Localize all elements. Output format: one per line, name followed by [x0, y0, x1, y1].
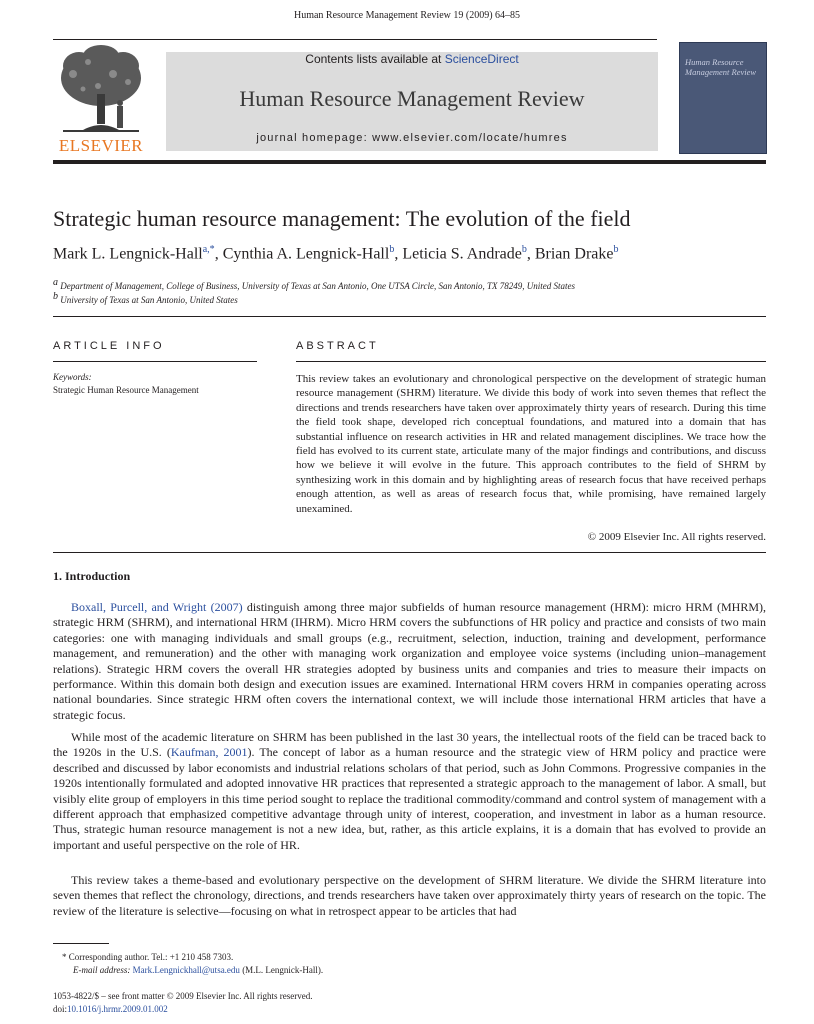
- affiliation: [53, 277, 575, 291]
- section-rule: [53, 552, 766, 553]
- masthead-rule: [53, 160, 766, 164]
- doi-line: [53, 1004, 168, 1014]
- journal-banner: [166, 52, 658, 151]
- body-paragraph: [53, 600, 766, 723]
- citation-link[interactable]: Kaufman, 2001: [170, 745, 248, 760]
- footnote-rule: [53, 943, 109, 944]
- author-name: Cynthia A. Lengnick-Hall: [222, 245, 390, 263]
- keyword: Strategic Human Resource Management: [53, 385, 199, 395]
- section-rule: [53, 316, 766, 317]
- author-separator: ,: [394, 245, 403, 263]
- article-info-rule: [53, 361, 257, 362]
- citation-link[interactable]: Boxall, Purcell, and Wright (2007): [71, 600, 243, 614]
- paragraph-text: ). The concept of labor as a human resource and the strategic view of HRM policy and practice were described and discussed by labor economists and industrial relations scholars of that period, such as John Commons. Progressive companies in the 1920s intentionally formulated and adopted innovative HR practices that represented a strategic approach to the management of labor. A small, but visibly elite group of employers in this time period sought to replace the traditional commodity/command and control system of management with a different approach that emphasized competitive advantage through unity of interest, cooperation, and investment in labor as a human resource. Thus, strategic human resource management is not a new idea, but, rather, as this article explains, it is a domain that has evolved to provide an important and useful perspective on the role of HR.: [53, 745, 766, 852]
- affiliation-mark: b: [53, 291, 58, 302]
- affiliation-text: University of Texas at San Antonio, United States: [60, 295, 238, 305]
- abstract-text: This review takes an evolutionary and chronological perspective on the development of strategic human resource management (SHRM) literature. We divide this body of work into seven themes that reflect the directions and trends researchers have taken over approximately thirty years of research. During this time the field took shape, developed rich conceptual foundations, and matured into a domain that has substantial influence on research activities in HR and related management disciplines. We trace how the field has evolved to its current state, articulate many of the major findings and contributions, and discuss how we believe it will evolve in the future. This approach contributes to the field of SHRM by synthesizing work in this domain and by highlighting areas of research focus that have received perhaps enough attention, as well as areas of research focus that, while promising, have remained largely unexamined.: [296, 373, 766, 515]
- doi-prefix: doi:: [53, 1004, 68, 1014]
- elsevier-logo: [53, 44, 149, 156]
- author-list: [53, 244, 618, 263]
- keywords-label: Keywords:: [53, 372, 92, 382]
- journal-homepage[interactable]: journal homepage: www.elsevier.com/locate/humres: [256, 132, 568, 144]
- author-affiliation-mark[interactable]: b: [521, 244, 527, 255]
- author-affiliation-mark[interactable]: b: [389, 244, 395, 255]
- copyright: © 2009 Elsevier Inc. All rights reserved.: [587, 531, 766, 543]
- contents-prefix: Contents lists available at: [305, 52, 445, 66]
- body-paragraph: [53, 730, 766, 853]
- contents-line: [166, 52, 658, 66]
- cover-title: Human Resource Management Review: [685, 57, 757, 77]
- running-head: Human Resource Management Review 19 (2009) 64–85: [293, 10, 521, 21]
- article-info-heading: ARTICLE INFO: [53, 340, 165, 352]
- affiliation-mark: a: [53, 277, 58, 288]
- author-separator: ,: [526, 245, 535, 263]
- abstract-heading: ABSTRACT: [296, 340, 379, 352]
- author-name: Brian Drake: [534, 245, 614, 263]
- author-affiliation-mark[interactable]: b: [613, 244, 619, 255]
- email-note: [73, 965, 323, 975]
- header-rule: [53, 39, 657, 40]
- doi-link[interactable]: 10.1016/j.hrmr.2009.01.002: [67, 1004, 168, 1014]
- issn-line: 1053-4822/$ – see front matter © 2009 Elsevier Inc. All rights reserved.: [53, 991, 313, 1001]
- author-separator: ,: [214, 245, 223, 263]
- affiliation: [53, 291, 238, 305]
- article-title: Strategic human resource management: The evolution of the field: [53, 206, 631, 231]
- tree-icon: [53, 44, 149, 134]
- author-affiliation-mark[interactable]: a,*: [202, 244, 215, 255]
- email-label: E-mail address:: [73, 965, 133, 975]
- paragraph-text: While most of the academic literature on SHRM has been published in the last 30 years, the intellectual roots of the field can be traced back to the 1920s in the U.S. (: [53, 730, 766, 760]
- paragraph-text: distinguish among three major subfields of human resource management (HRM): micro HRM (MHRM), strategic HRM (SHRM), and international HRM (IHRM). Micro HRM covers the subfunctions of HR policy and practice and consists of two main categories: one with managing individuals and small groups (e.g., recruitment, selection, induction, training and development, performance management, and remuneration) and the other with managing work organization and employee voice systems (including union–management relations). Strategic HRM covers the overall HR strategies adopted by business units and companies and tries to measure their impacts on performance. Within this domain both design and execution issues are examined. International HRM covers HRM in companies operating across national boundaries. Since strategic HRM often covers the international context, we will include those international HRM articles that have a strategic focus.: [53, 600, 766, 722]
- corresponding-author-note: * Corresponding author. Tel.: +1 210 458 7303.: [62, 952, 234, 962]
- body-paragraph: This review takes a theme-based and evolutionary perspective on the development of SHRM literature. We divide the SHRM literature into seven themes that reflect the chronology, directions, and trends researchers have taken over approximately thirty years of research on the topic. The review of the literature is selective—focusing on what in retrospect appear to be articles that had: [53, 873, 766, 918]
- journal-cover: [679, 42, 767, 154]
- author-name: Mark L. Lengnick-Hall: [53, 245, 203, 263]
- abstract-rule: [296, 361, 766, 362]
- author-name: Leticia S. Andrade: [402, 245, 522, 263]
- affiliation-text: Department of Management, College of Business, University of Texas at San Antonio, One UTSA Circle, San Antonio, TX 78249, United States: [60, 281, 576, 291]
- sciencedirect-link[interactable]: ScienceDirect: [444, 52, 519, 66]
- email-link[interactable]: Mark.Lengnickhall@utsa.edu: [132, 965, 240, 975]
- email-suffix: (M.L. Lengnick-Hall).: [239, 965, 324, 975]
- publisher-name: ELSEVIER: [58, 136, 144, 155]
- journal-title: Human Resource Management Review: [239, 86, 585, 111]
- section-heading-introduction: 1. Introduction: [53, 569, 131, 583]
